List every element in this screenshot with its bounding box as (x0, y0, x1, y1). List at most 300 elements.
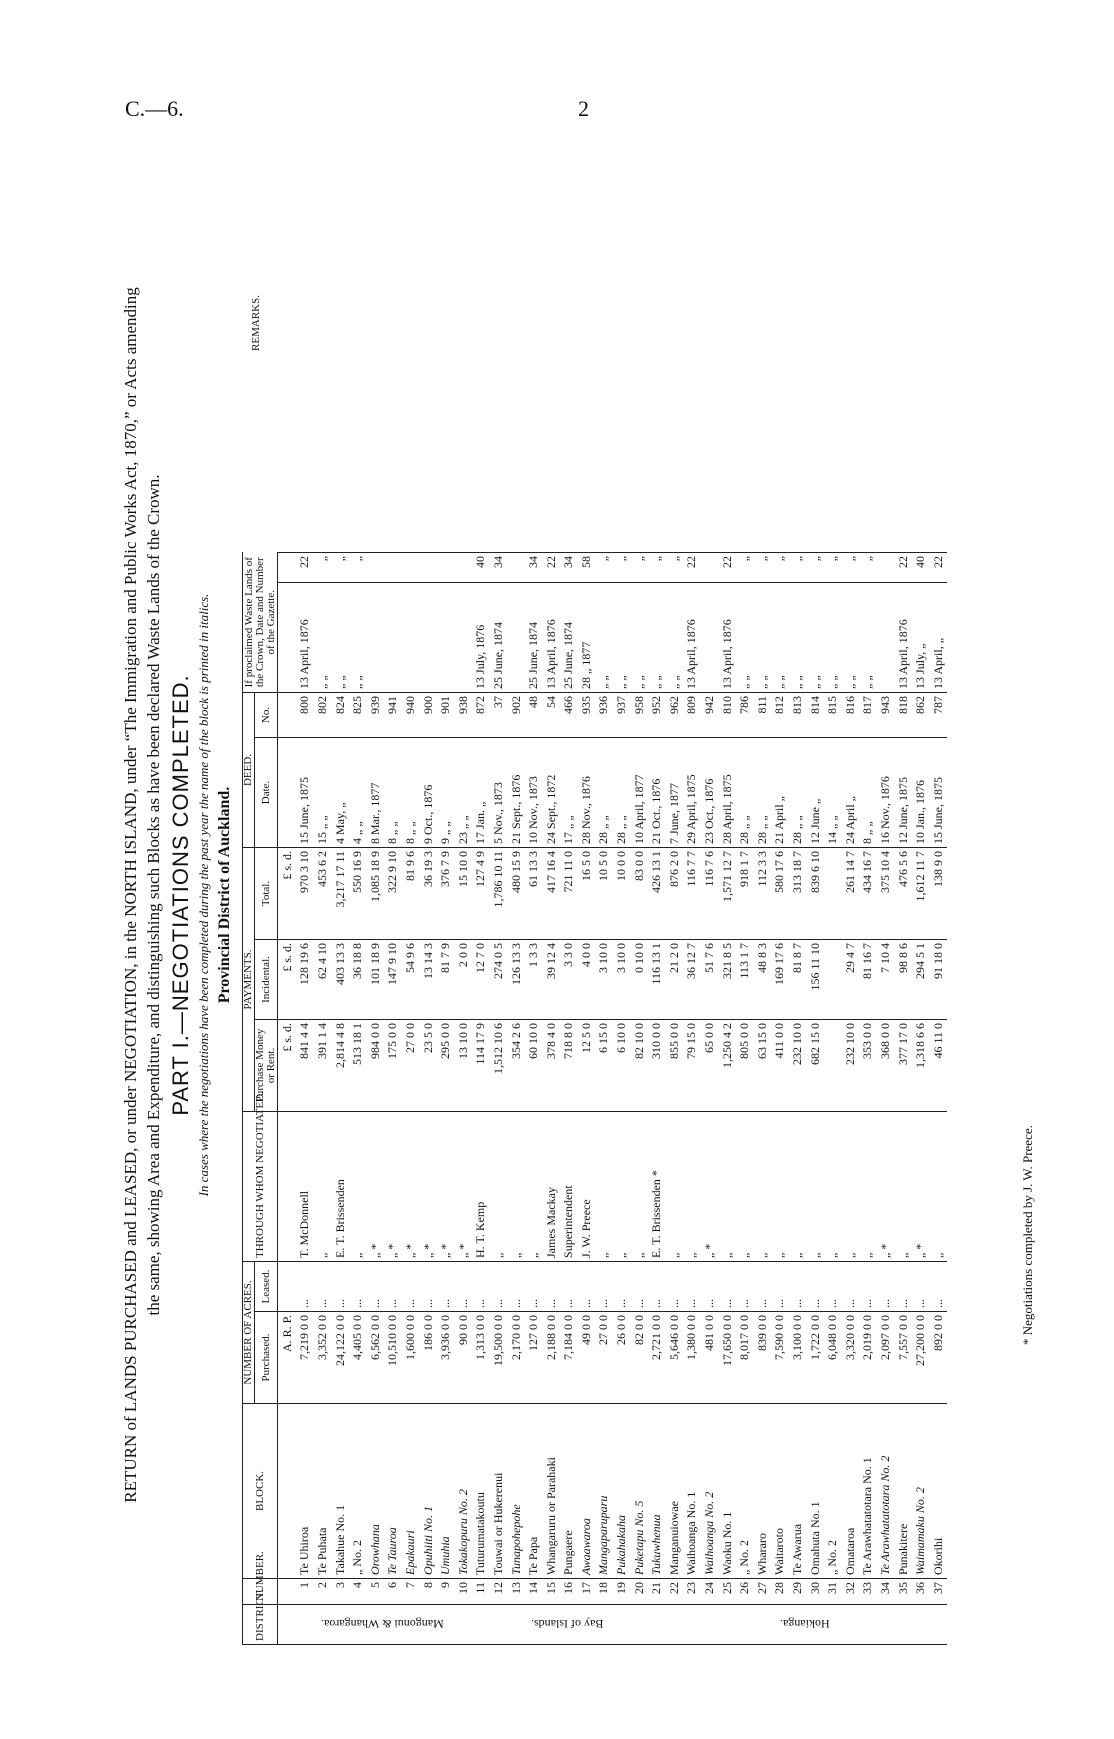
row-gazette-no: 22 (929, 552, 947, 582)
row-number: 11 (472, 1579, 490, 1605)
row-incidental: 98 8 6 (894, 939, 912, 1019)
units-money: £ s. d. (278, 1019, 296, 1111)
row-purchase-money: 353 0 0 (859, 1019, 877, 1111)
row-incidental: 62 4 10 (313, 939, 331, 1019)
row-acres-purchased: 2,188 0 0 (542, 1312, 560, 1404)
row-block: Takahue No. 1 (331, 1404, 349, 1579)
row-total: 453 6 2 (313, 847, 331, 939)
row-through: „ (929, 1111, 947, 1261)
row-block: Manganuiowae (665, 1404, 683, 1579)
row-purchase-money: 82 10 0 (630, 1019, 648, 1111)
row-acres-purchased: 82 0 0 (630, 1312, 648, 1404)
row-purchase-money: 65 0 0 (700, 1019, 718, 1111)
row-total: 1,571 12 7 (718, 847, 736, 939)
row-acres-purchased: 7,557 0 0 (894, 1312, 912, 1404)
row-acres-leased: ... (313, 1261, 331, 1311)
title-line-2: the same, showing Area and Expenditure, and distinguishing such Blocks as have been declared Waste Lands of the Crown. (144, 474, 163, 1316)
row-total: 550 16 9 (348, 847, 366, 939)
row-gazette-date (700, 582, 718, 692)
row-gazette-date: 25 June, 1874 (560, 582, 578, 692)
row-through: „ (313, 1111, 331, 1261)
row-deed-no: 809 (683, 692, 701, 737)
row-through: „ (841, 1111, 859, 1261)
row-deed-no: 787 (929, 692, 947, 737)
row-acres-purchased: 6,562 0 0 (366, 1312, 384, 1404)
row-deed-no: 815 (823, 692, 841, 737)
col-payments: PAYMENTS. (243, 847, 255, 1111)
row-number: 23 (683, 1579, 701, 1605)
row-deed-date: 21 Oct., 1876 (647, 737, 665, 847)
table-row (771, 184, 789, 1644)
table-row (595, 184, 613, 1644)
row-number: 13 (507, 1579, 525, 1605)
row-block: Omataroa (841, 1404, 859, 1579)
row-deed-no: 48 (524, 692, 542, 737)
row-acres-leased: ... (718, 1261, 736, 1311)
district-group-label: Hokianga. (779, 1617, 830, 1632)
row-gazette-no: „ (771, 552, 789, 582)
row-incidental: 113 1 7 (735, 939, 753, 1019)
row-acres-leased: ... (331, 1261, 349, 1311)
row-number: 1 (296, 1579, 314, 1605)
row-gazette-no: „ (753, 552, 771, 582)
row-gazette-no: 34 (560, 552, 578, 582)
row-gazette-date (419, 582, 437, 692)
row-remarks (753, 184, 771, 552)
row-number: 31 (823, 1579, 841, 1605)
row-acres-leased: ... (647, 1261, 665, 1311)
row-acres-purchased: 26 0 0 (612, 1312, 630, 1404)
row-through: „ (788, 1111, 806, 1261)
row-block: Tukuwhenua (647, 1404, 665, 1579)
row-acres-purchased: 3,100 0 0 (788, 1312, 806, 1404)
row-gazette-date: „ „ (735, 582, 753, 692)
row-deed-date: 17 „ „ (560, 737, 578, 847)
row-gazette-date: „ „ (331, 582, 349, 692)
row-deed-date: 28 April, 1875 (718, 737, 736, 847)
row-deed-no: 900 (419, 692, 437, 737)
row-deed-no: 935 (577, 692, 595, 737)
row-gazette-date: „ „ (647, 582, 665, 692)
row-remarks (489, 184, 507, 552)
row-acres-leased: ... (595, 1261, 613, 1311)
row-gazette-date: 13 April, 1876 (296, 582, 314, 692)
row-deed-date: 17 Jan. „ (472, 737, 490, 847)
row-block: Touwai or Hukerenui (489, 1404, 507, 1579)
row-total: 480 15 9 (507, 847, 525, 939)
row-deed-date: 28 „ „ (612, 737, 630, 847)
row-acres-purchased: 19,500 0 0 (489, 1312, 507, 1404)
table-row (507, 184, 525, 1644)
row-total: 376 7 9 (436, 847, 454, 939)
row-number: 32 (841, 1579, 859, 1605)
row-gazette-no (700, 552, 718, 582)
row-purchase-money: 682 15 0 (806, 1019, 824, 1111)
row-deed-date: 4 „ „ (348, 737, 366, 847)
row-deed-no: 938 (454, 692, 472, 737)
row-gazette-date: 13 April, 1876 (683, 582, 701, 692)
row-number: 19 (612, 1579, 630, 1605)
row-purchase-money: 805 0 0 (735, 1019, 753, 1111)
table-row (489, 184, 507, 1644)
table-row (331, 184, 349, 1644)
row-total: 61 13 3 (524, 847, 542, 939)
row-incidental: 128 19 6 (296, 939, 314, 1019)
row-gazette-date: 13 April, 1876 (542, 582, 560, 692)
row-incidental: 1 3 3 (524, 939, 542, 1019)
row-deed-date: 29 April, 1875 (683, 737, 701, 847)
row-number: 16 (560, 1579, 578, 1605)
row-total: 10 5 0 (595, 847, 613, 939)
row-incidental: 29 4 7 (841, 939, 859, 1019)
row-acres-leased: ... (472, 1261, 490, 1311)
row-remarks (771, 184, 789, 552)
units-money: £ s. d. (278, 847, 296, 939)
row-number: 15 (542, 1579, 560, 1605)
table-row (454, 184, 472, 1644)
row-remarks (683, 184, 701, 552)
row-deed-no: 901 (436, 692, 454, 737)
row-total: 580 17 6 (771, 847, 789, 939)
row-remarks (630, 184, 648, 552)
row-gazette-no: 22 (683, 552, 701, 582)
part-heading: PART I.—NEGOTIATIONS COMPLETED. (168, 674, 193, 1116)
row-incidental: 169 17 6 (771, 939, 789, 1019)
table-row (577, 184, 595, 1644)
row-deed-date: 23 „ „ (454, 737, 472, 847)
row-deed-date: 24 Sept., 1872 (542, 737, 560, 847)
row-acres-purchased: 10,510 0 0 (384, 1312, 402, 1404)
row-deed-no: 812 (771, 692, 789, 737)
table-row (419, 184, 437, 1644)
col-no: No. (255, 692, 278, 737)
row-number: 27 (753, 1579, 771, 1605)
row-gazette-date: „ „ (771, 582, 789, 692)
row-block: Te Arawhatatotara No. 1 (859, 1404, 877, 1579)
row-acres-purchased: 8,017 0 0 (735, 1312, 753, 1404)
row-remarks (454, 184, 472, 552)
row-purchase-money: 368 0 0 (876, 1019, 894, 1111)
row-acres-leased: ... (454, 1261, 472, 1311)
row-block: Te Uhiroa (296, 1404, 314, 1579)
row-gazette-no: „ (313, 552, 331, 582)
table-row (542, 184, 560, 1644)
row-remarks (788, 184, 806, 552)
row-gazette-date: 25 June, 1874 (489, 582, 507, 692)
row-block: Pungaere (560, 1404, 578, 1579)
row-remarks (313, 184, 331, 552)
row-through: H. T. Kemp (472, 1111, 490, 1261)
row-acres-leased: ... (384, 1261, 402, 1311)
table-row (384, 184, 402, 1644)
row-purchase-money: 60 10 0 (524, 1019, 542, 1111)
row-gazette-no (436, 552, 454, 582)
row-incidental: 81 7 9 (436, 939, 454, 1019)
row-deed-date: 15 June, 1875 (929, 737, 947, 847)
row-block: Awaawaroa (577, 1404, 595, 1579)
row-total: 313 18 7 (788, 847, 806, 939)
row-deed-date: 5 Nov., 1873 (489, 737, 507, 847)
row-remarks (929, 184, 947, 552)
row-deed-date: 21 April „ (771, 737, 789, 847)
row-block: Te Papa (524, 1404, 542, 1579)
row-acres-purchased: 1,313 0 0 (472, 1312, 490, 1404)
row-incidental: 81 8 7 (788, 939, 806, 1019)
col-purchase-money: Purchase Money or Rent. (255, 1019, 278, 1111)
row-total: 3,217 17 11 (331, 847, 349, 939)
row-number: 33 (859, 1579, 877, 1605)
row-number: 36 (911, 1579, 929, 1605)
row-deed-date: 10 April, 1877 (630, 737, 648, 847)
row-gazette-no: 40 (472, 552, 490, 582)
row-deed-no: 466 (560, 692, 578, 737)
row-block: Te Arawhatatotara No. 2 (876, 1404, 894, 1579)
table-row (401, 184, 419, 1644)
row-acres-purchased: 481 0 0 (700, 1312, 718, 1404)
row-gazette-no: „ (788, 552, 806, 582)
row-remarks (577, 184, 595, 552)
row-purchase-money: 391 1 4 (313, 1019, 331, 1111)
row-number: 20 (630, 1579, 648, 1605)
row-gazette-date (436, 582, 454, 692)
row-through: „ (595, 1111, 613, 1261)
row-block: Te Tauroa (384, 1404, 402, 1579)
row-block: Mangaparuparu (595, 1404, 613, 1579)
row-acres-leased: ... (735, 1261, 753, 1311)
col-gazette: If proclaimed Waste Lands of the Crown, Date and Number of the Gazette. (243, 552, 278, 692)
row-deed-date: 28 „ „ (595, 737, 613, 847)
row-block: Waitaroto (771, 1404, 789, 1579)
row-gazette-no: 34 (489, 552, 507, 582)
row-gazette-date: 13 July, 1876 (472, 582, 490, 692)
row-purchase-money: 27 0 0 (401, 1019, 419, 1111)
row-purchase-money: 1,318 6 6 (911, 1019, 929, 1111)
row-deed-date: 21 Sept., 1876 (507, 737, 525, 847)
row-acres-leased: ... (788, 1261, 806, 1311)
row-through: „ (735, 1111, 753, 1261)
row-gazette-date: „ „ (788, 582, 806, 692)
row-number: 29 (788, 1579, 806, 1605)
row-remarks (472, 184, 490, 552)
row-deed-no: 862 (911, 692, 929, 737)
row-purchase-money: 63 15 0 (753, 1019, 771, 1111)
row-deed-date: 9 „ „ (436, 737, 454, 847)
row-incidental: 39 12 4 (542, 939, 560, 1019)
row-gazette-date: „ „ (313, 582, 331, 692)
row-gazette-no (507, 552, 525, 582)
row-purchase-money: 378 4 0 (542, 1019, 560, 1111)
row-purchase-money: 841 4 4 (296, 1019, 314, 1111)
row-gazette-date: „ „ (612, 582, 630, 692)
row-deed-no: 937 (612, 692, 630, 737)
row-number: 9 (436, 1579, 454, 1605)
row-gazette-date: „ „ (753, 582, 771, 692)
table-row (841, 184, 859, 1644)
row-acres-leased: ... (542, 1261, 560, 1311)
row-through: „ (348, 1111, 366, 1261)
row-deed-date: 10 Nov., 1873 (524, 737, 542, 847)
row-total: 15 10 0 (454, 847, 472, 939)
row-deed-date: 15 „ „ (313, 737, 331, 847)
row-block: Tokakopuru No. 2 (454, 1404, 472, 1579)
row-acres-leased: ... (630, 1261, 648, 1311)
row-acres-purchased: 3,352 0 0 (313, 1312, 331, 1404)
row-acres-leased: ... (524, 1261, 542, 1311)
rotated-page-body (120, 145, 1080, 1645)
row-remarks (859, 184, 877, 552)
row-deed-no: 817 (859, 692, 877, 737)
row-deed-no: 800 (296, 692, 314, 737)
row-gazette-no (454, 552, 472, 582)
row-through: „ (489, 1111, 507, 1261)
row-gazette-date: „ „ (806, 582, 824, 692)
row-deed-no: 818 (894, 692, 912, 737)
row-incidental: 321 8 5 (718, 939, 736, 1019)
col-deed: DEED. (243, 692, 255, 847)
row-acres-leased: ... (929, 1261, 947, 1311)
row-remarks (894, 184, 912, 552)
row-through: „ (894, 1111, 912, 1261)
row-acres-leased: ... (841, 1261, 859, 1311)
row-acres-leased: ... (665, 1261, 683, 1311)
row-through: „ (823, 1111, 841, 1261)
table-row (911, 184, 929, 1644)
row-deed-date: 8 „ „ (384, 737, 402, 847)
row-acres-leased: ... (823, 1261, 841, 1311)
footnote: * Negotiations completed by J. W. Preece. (1020, 1125, 1035, 1345)
row-deed-date: 12 June, 1875 (894, 737, 912, 847)
row-acres-leased: ... (348, 1261, 366, 1311)
row-total: 876 2 0 (665, 847, 683, 939)
row-gazette-no: „ (595, 552, 613, 582)
row-acres-leased: ... (859, 1261, 877, 1311)
row-remarks (612, 184, 630, 552)
row-remarks (595, 184, 613, 552)
row-through: „ * (876, 1111, 894, 1261)
row-through: E. T. Brissenden (331, 1111, 349, 1261)
row-number: 22 (665, 1579, 683, 1605)
row-deed-no: 943 (876, 692, 894, 737)
row-gazette-no: 22 (542, 552, 560, 582)
row-block: Orowhana (366, 1404, 384, 1579)
row-purchase-money: 354 2 6 (507, 1019, 525, 1111)
row-through: J. W. Preece (577, 1111, 595, 1261)
row-deed-date: 7 June, 1877 (665, 737, 683, 847)
provincial-district: Provincial District of Auckland. (216, 786, 233, 1004)
row-purchase-money: 46 11 0 (929, 1019, 947, 1111)
table-row (665, 184, 683, 1644)
table-row (612, 184, 630, 1644)
row-purchase-money: 1,250 4 2 (718, 1019, 736, 1111)
row-deed-no: 941 (384, 692, 402, 737)
row-total: 417 16 4 (542, 847, 560, 939)
row-purchase-money: 411 0 0 (771, 1019, 789, 1111)
row-number: 5 (366, 1579, 384, 1605)
row-through: T. McDonnell (296, 1111, 314, 1261)
table-row (806, 184, 824, 1644)
row-deed-no: 54 (542, 692, 560, 737)
row-acres-leased: ... (911, 1261, 929, 1311)
row-purchase-money: 310 0 0 (647, 1019, 665, 1111)
italic-note: In cases where the negotiations have been completed during the past year the name of the block is printed in italics. (196, 593, 211, 1197)
table-row (296, 184, 314, 1644)
row-total: 434 16 7 (859, 847, 877, 939)
row-remarks (876, 184, 894, 552)
col-purchased: Purchased. (255, 1312, 278, 1404)
row-remarks (806, 184, 824, 552)
row-purchase-money: 855 0 0 (665, 1019, 683, 1111)
row-gazette-no (419, 552, 437, 582)
row-deed-no: 786 (735, 692, 753, 737)
row-gazette-date: 13 April, 1876 (894, 582, 912, 692)
row-block: Waihoanga No. 1 (683, 1404, 701, 1579)
col-incidental: Incidental. (255, 939, 278, 1019)
row-purchase-money: 79 15 0 (683, 1019, 701, 1111)
row-block: Tuturumatakoutu (472, 1404, 490, 1579)
row-gazette-date (454, 582, 472, 692)
row-number: 12 (489, 1579, 507, 1605)
row-deed-no: 813 (788, 692, 806, 737)
row-incidental: 101 18 9 (366, 939, 384, 1019)
table-row (472, 184, 490, 1644)
row-through: „ * (384, 1111, 402, 1261)
row-through: James Mackay (542, 1111, 560, 1261)
table-row (859, 184, 877, 1644)
row-block: Waimamaku No. 2 (911, 1404, 929, 1579)
col-acres: NUMBER OF ACRES. (243, 1261, 255, 1403)
row-purchase-money: 1,512 10 6 (489, 1019, 507, 1111)
row-acres-purchased: 27,200 0 0 (911, 1312, 929, 1404)
row-purchase-money: 377 17 0 (894, 1019, 912, 1111)
row-total: 10 0 0 (612, 847, 630, 939)
row-acres-leased: ... (806, 1261, 824, 1311)
row-total: 16 5 0 (577, 847, 595, 939)
row-gazette-no: 22 (718, 552, 736, 582)
row-remarks (436, 184, 454, 552)
row-through: „ (665, 1111, 683, 1261)
row-incidental: 81 16 7 (859, 939, 877, 1019)
row-total: 116 7 6 (700, 847, 718, 939)
row-gazette-no: „ (348, 552, 366, 582)
row-incidental: 274 0 5 (489, 939, 507, 1019)
row-purchase-money: 23 5 0 (419, 1019, 437, 1111)
row-number: 8 (419, 1579, 437, 1605)
row-incidental: 3 3 0 (560, 939, 578, 1019)
row-deed-date: 24 April „ (841, 737, 859, 847)
col-date: Date. (255, 737, 278, 847)
row-purchase-money: 6 10 0 (612, 1019, 630, 1111)
row-total: 36 19 3 (419, 847, 437, 939)
row-gazette-no: 58 (577, 552, 595, 582)
table-row (788, 184, 806, 1644)
row-through: „ * (436, 1111, 454, 1261)
row-through: „ (524, 1111, 542, 1261)
row-remarks (665, 184, 683, 552)
row-gazette-no: „ (806, 552, 824, 582)
title-line-1: RETURN of LANDS PURCHASED and LEASED, or under NEGOTIATION, in the NORTH ISLAND, under “The Immigration and Public Works Act, 1870,” or Acts amending (121, 287, 140, 1503)
row-incidental: 116 13 1 (647, 939, 665, 1019)
row-purchase-money: 175 0 0 (384, 1019, 402, 1111)
row-gazette-date: 13 July, „ (911, 582, 929, 692)
row-through: „ (612, 1111, 630, 1261)
row-acres-purchased: 27 0 0 (595, 1312, 613, 1404)
col-total: Total. (255, 847, 278, 939)
row-number: 30 (806, 1579, 824, 1605)
row-deed-no: 825 (348, 692, 366, 737)
col-leased: Leased. (255, 1261, 278, 1311)
row-remarks (331, 184, 349, 552)
row-incidental (823, 939, 841, 1019)
